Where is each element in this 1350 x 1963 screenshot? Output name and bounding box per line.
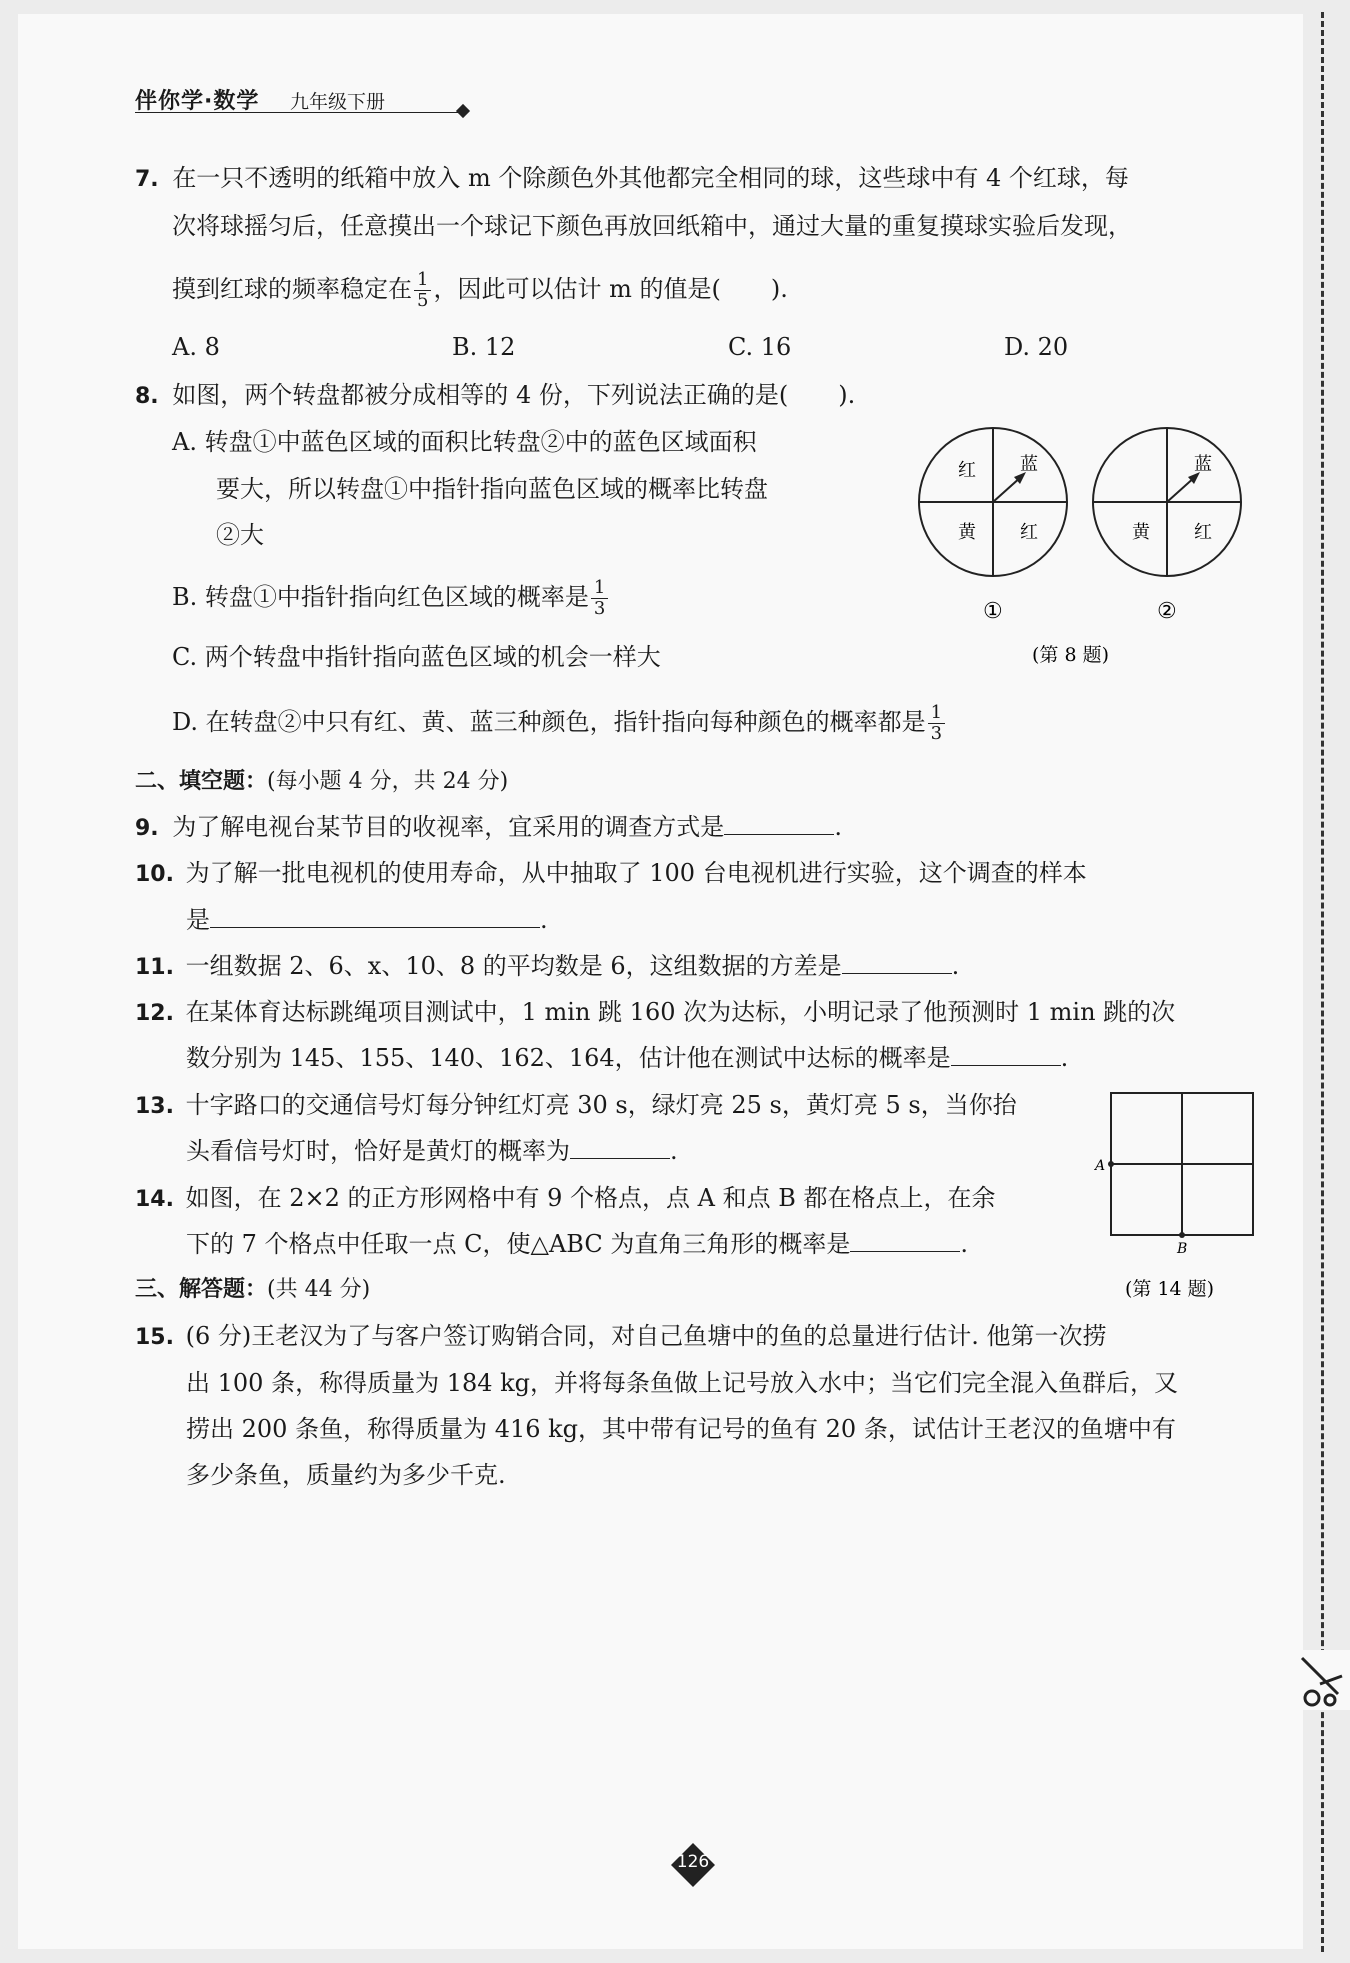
question-12-line-2	[186, 1043, 1068, 1073]
section-title: 三、解答题：	[135, 1277, 268, 1302]
region-label: 黄	[958, 522, 976, 543]
punctuation: .	[670, 1137, 678, 1165]
answer-blank[interactable]	[842, 951, 952, 974]
spinner-2	[1093, 428, 1241, 624]
question-text: 在一只不透明的纸箱中放入 m 个除颜色外其他都完全相同的球，这些球中有 4 个红球，每	[172, 164, 1129, 192]
figure-caption: (第 14 题)	[1125, 1278, 1215, 1300]
fraction-denominator: 3	[593, 598, 606, 619]
question-text: 十字路口的交通信号灯每分钟红灯亮 30 s，绿灯亮 25 s，黄灯亮 5 s，当你抬	[185, 1091, 1017, 1119]
section-note: (每小题 4 分，共 24 分)	[267, 769, 509, 794]
question-number: 7.	[135, 167, 159, 192]
question-number: 14.	[135, 1187, 174, 1212]
option-a-line-3: ②大	[216, 521, 264, 549]
question-text: 在某体育达标跳绳项目测试中，1 min 跳 160 次为达标，小明记录了他预测时 1 min 跳的次	[185, 998, 1176, 1026]
question-13-line-1	[135, 1090, 1017, 1122]
answer-blank[interactable]	[724, 812, 834, 835]
option-d	[172, 703, 947, 744]
question-number: 8.	[135, 384, 159, 409]
page-number: 126	[676, 1852, 710, 1872]
question-number: 10.	[135, 862, 174, 887]
question-number: 15.	[135, 1325, 174, 1350]
option-text: D. 在转盘②中只有红、黄、蓝三种颜色，指针指向每种颜色的概率都是	[172, 708, 926, 736]
question-15-line-1	[135, 1321, 1107, 1353]
question-number: 11.	[135, 955, 174, 980]
question-15-line-2: 出 100 条，称得质量为 184 kg，并将每条鱼做上记号放入水中；当它们完全混入鱼群后，又	[186, 1369, 1179, 1397]
section-heading	[135, 765, 508, 797]
point-b	[1179, 1232, 1185, 1238]
question-7-line-2: 次将球摇匀后，任意摸出一个球记下颜色再放回纸箱中，通过大量的重复摸球实验后发现，	[172, 212, 1132, 240]
option-a-line-2: 要大，所以转盘①中指针指向蓝色区域的概率比转盘	[216, 475, 768, 503]
question-text: 摸到红球的频率稳定在	[172, 275, 412, 303]
question-text: 为了解一批电视机的使用寿命，从中抽取了 100 台电视机进行实验，这个调查的样本	[185, 859, 1087, 887]
section-note: (共 44 分)	[267, 1277, 371, 1302]
question-15-line-3: 捞出 200 条鱼，称得质量为 416 kg，其中带有记号的鱼有 20 条，试估计王老汉的鱼塘中有	[186, 1415, 1176, 1443]
question-number: 13.	[135, 1094, 174, 1119]
option-a: A. 8	[172, 333, 220, 361]
option-b: B. 12	[452, 333, 516, 361]
region-label: 蓝	[1020, 454, 1038, 475]
section-title: 二、填空题：	[135, 769, 268, 794]
punctuation: .	[951, 952, 960, 980]
question-text: 是	[186, 906, 210, 934]
question-number: 9.	[135, 816, 159, 841]
book-subtitle: 九年级下册	[290, 91, 386, 113]
book-title: 伴你学·数学	[135, 89, 260, 114]
spinner-number: ②	[1157, 599, 1177, 624]
fraction	[414, 270, 431, 311]
grid-figure	[1085, 1085, 1260, 1305]
option-text: B. 转盘①中指针指向红色区域的概率是	[172, 583, 589, 611]
punctuation: .	[540, 906, 548, 934]
question-7-line-1	[135, 163, 1129, 195]
question-text: (6 分)王老汉为了与客户签订购销合同，对自己鱼塘中的鱼的总量进行估计. 他第一次捞	[185, 1322, 1107, 1350]
fraction-numerator: 1	[591, 578, 608, 599]
question-14-line-2	[186, 1229, 968, 1259]
question-text: 为了解电视台某节目的收视率，宜采用的调查方式是	[172, 813, 725, 841]
question-number: 12.	[135, 1001, 174, 1026]
question-text: ，因此可以估计 m 的值是(	[433, 275, 721, 303]
scissors-icon	[1290, 1650, 1350, 1710]
option-c: C. 16	[728, 333, 792, 361]
question-12-line-1	[135, 997, 1175, 1029]
question-8-stem	[135, 380, 855, 412]
question-text: 数分别为 145、155、140、162、164，估计他在测试中达标的概率是	[186, 1044, 951, 1072]
answer-blank[interactable]	[570, 1136, 670, 1159]
point-a	[1108, 1161, 1114, 1167]
spinner-number: ①	[983, 599, 1003, 624]
fraction-numerator: 1	[414, 270, 431, 291]
option-d: D. 20	[1004, 333, 1069, 361]
question-10-line-2	[186, 905, 548, 935]
region-label: 红	[1020, 522, 1038, 543]
punctuation: .	[960, 1230, 969, 1258]
region-label: 蓝	[1194, 454, 1212, 475]
question-text: 如图，在 2×2 的正方形网格中有 9 个格点，点 A 和点 B 都在格点上，在余	[185, 1184, 996, 1212]
answer-blank[interactable]	[210, 905, 540, 928]
region-label: 红	[1194, 522, 1212, 543]
header-rule	[135, 112, 460, 113]
punctuation: .	[1060, 1044, 1069, 1072]
option-c: C. 两个转盘中指针指向蓝色区域的机会一样大	[172, 643, 661, 671]
spinner-1	[919, 428, 1067, 624]
option-b	[172, 578, 610, 619]
question-11	[135, 951, 959, 983]
question-text: 下的 7 个格点中任取一点 C，使△ABC 为直角三角形的概率是	[186, 1230, 851, 1258]
option-a-line-1: A. 转盘①中蓝色区域的面积比转盘②中的蓝色区域面积	[172, 428, 757, 456]
question-15-line-4: 多少条鱼，质量约为多少千克.	[186, 1461, 506, 1489]
question-text: 一组数据 2、6、x、10、8 的平均数是 6，这组数据的方差是	[185, 952, 842, 980]
question-text: ).	[770, 275, 788, 303]
region-label: 红	[958, 460, 976, 481]
region-label: 黄	[1132, 522, 1150, 543]
fraction-numerator: 1	[928, 703, 945, 724]
point-label: A	[1095, 1158, 1106, 1174]
question-7-line-3	[172, 270, 788, 311]
figure-caption: (第 8 题)	[1032, 644, 1109, 666]
section-heading	[135, 1273, 370, 1305]
question-text: 如图，两个转盘都被分成相等的 4 份，下列说法正确的是(	[172, 381, 789, 409]
question-14-line-1	[135, 1183, 996, 1215]
question-13-line-2	[186, 1136, 678, 1166]
fraction	[928, 703, 945, 744]
spinner-figure	[910, 418, 1250, 678]
answer-blank[interactable]	[951, 1043, 1061, 1066]
question-text: 头看信号灯时，恰好是黄灯的概率为	[186, 1137, 570, 1165]
fraction-denominator: 3	[930, 723, 943, 744]
punctuation: .	[834, 813, 842, 841]
fraction-denominator: 5	[417, 290, 429, 311]
fraction	[591, 578, 608, 619]
question-9	[135, 812, 842, 844]
answer-blank[interactable]	[850, 1229, 960, 1252]
question-10-line-1	[135, 858, 1087, 890]
point-label: B	[1177, 1241, 1188, 1257]
question-text: ).	[838, 381, 856, 409]
